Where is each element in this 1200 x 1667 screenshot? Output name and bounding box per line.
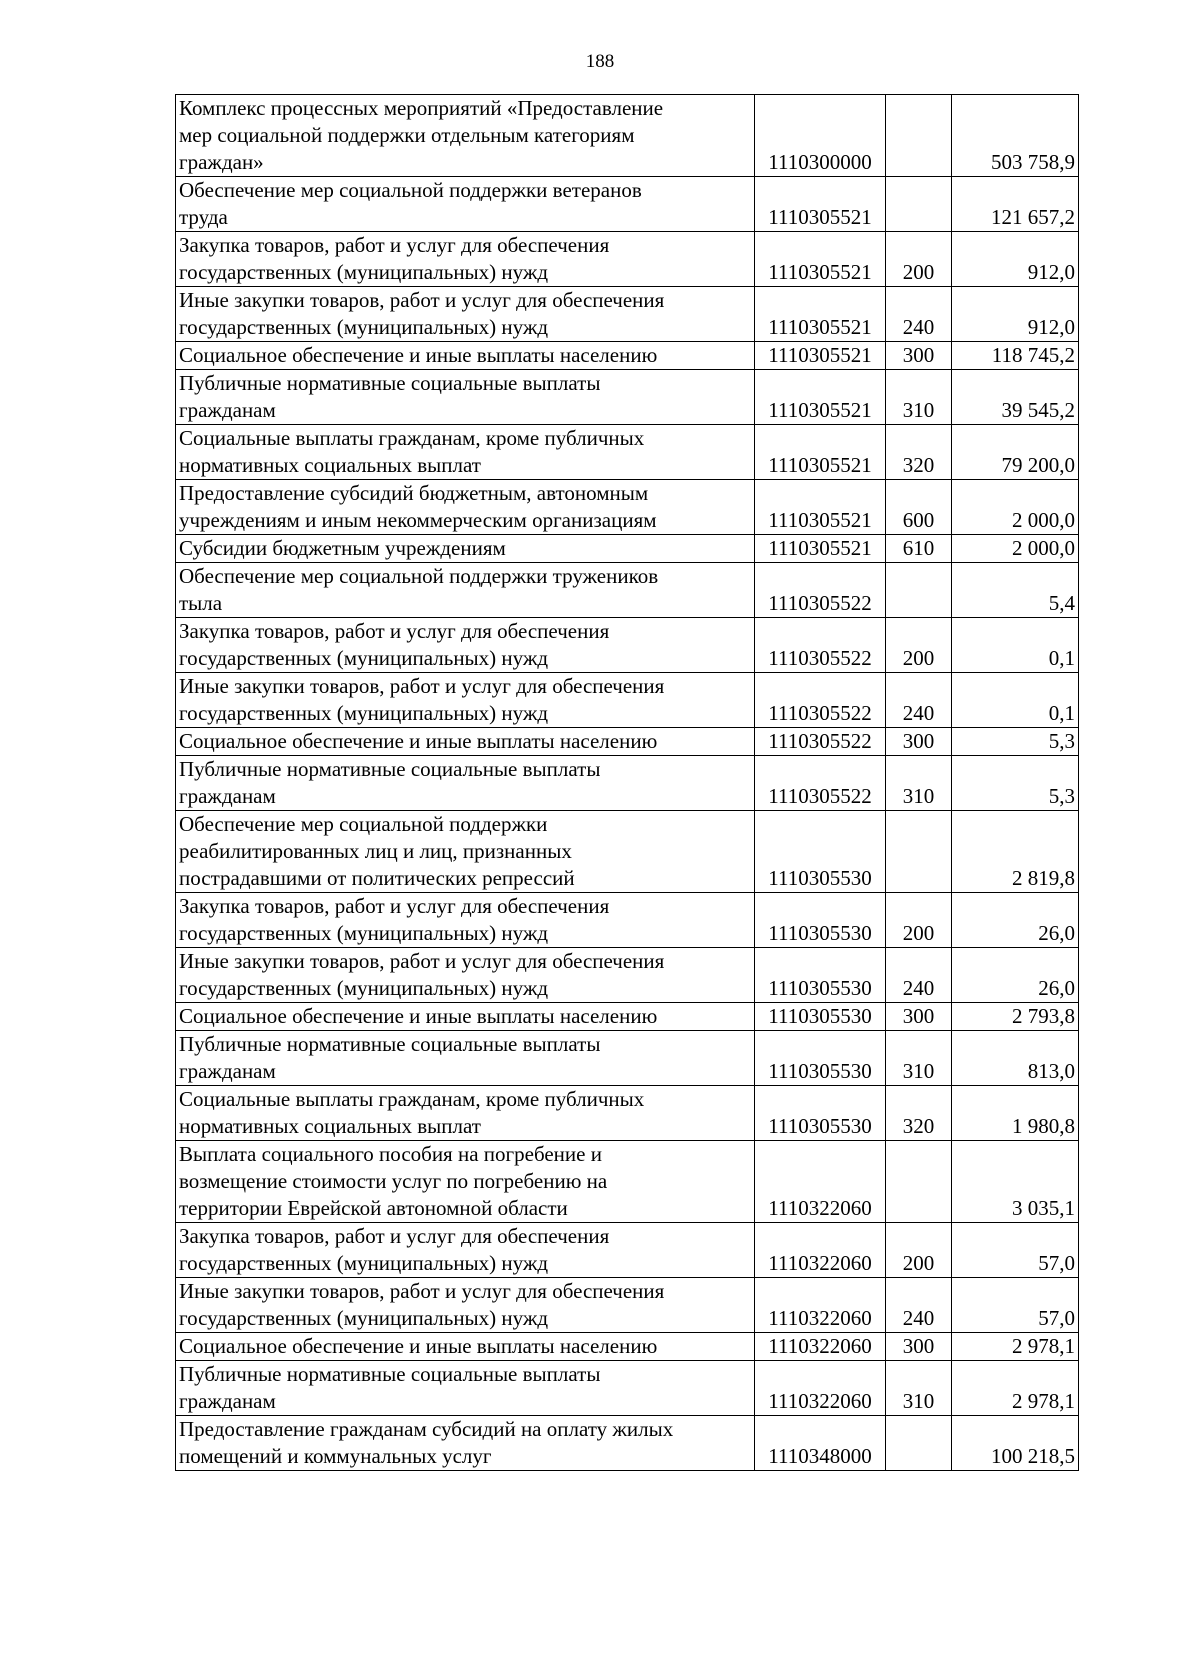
row-name-cell: Социальное обеспечение и иные выплаты населению	[176, 342, 755, 370]
row-name-cell: Иные закупки товаров, работ и услуг для обеспечения государственных (муниципальных) нужд	[176, 1278, 755, 1333]
table-row	[176, 1141, 1079, 1223]
row-amount-cell: 5,3	[952, 756, 1079, 811]
row-name-cell: Социальное обеспечение и иные выплаты населению	[176, 1003, 755, 1031]
row-code-cell: 1110305522	[755, 756, 886, 811]
row-type-cell: 320	[886, 425, 952, 480]
table-row	[176, 342, 1079, 370]
row-name-cell: Иные закупки товаров, работ и услуг для обеспечения государственных (муниципальных) нужд	[176, 287, 755, 342]
row-type-cell: 300	[886, 1333, 952, 1361]
row-name-cell: Публичные нормативные социальные выплаты гражданам	[176, 1031, 755, 1086]
row-type-cell: 200	[886, 618, 952, 673]
row-name-cell: Комплекс процессных мероприятий «Предоставление мер социальной поддержки отдельным категориям граждан»	[176, 95, 755, 177]
row-code-cell: 1110305521	[755, 370, 886, 425]
row-type-cell: 610	[886, 535, 952, 563]
row-code-cell: 1110305530	[755, 1086, 886, 1141]
row-amount-cell: 1 980,8	[952, 1086, 1079, 1141]
row-code-cell: 1110305530	[755, 811, 886, 893]
table-row	[176, 563, 1079, 618]
row-name-cell: Закупка товаров, работ и услуг для обеспечения государственных (муниципальных) нужд	[176, 1223, 755, 1278]
row-code-cell: 1110305522	[755, 563, 886, 618]
row-type-cell	[886, 1416, 952, 1471]
row-name-cell: Закупка товаров, работ и услуг для обеспечения государственных (муниципальных) нужд	[176, 232, 755, 287]
row-amount-cell: 57,0	[952, 1278, 1079, 1333]
row-code-cell: 1110305521	[755, 535, 886, 563]
row-code-cell: 1110305521	[755, 480, 886, 535]
page-number: 188	[585, 51, 615, 72]
table-row	[176, 177, 1079, 232]
row-type-cell: 310	[886, 756, 952, 811]
table-row	[176, 535, 1079, 563]
row-amount-cell: 5,3	[952, 728, 1079, 756]
row-code-cell: 1110300000	[755, 95, 886, 177]
table-row	[176, 948, 1079, 1003]
row-code-cell: 1110322060	[755, 1141, 886, 1223]
table-row	[176, 480, 1079, 535]
row-type-cell: 240	[886, 673, 952, 728]
row-name-cell: Закупка товаров, работ и услуг для обеспечения государственных (муниципальных) нужд	[176, 618, 755, 673]
row-type-cell: 310	[886, 1361, 952, 1416]
row-name-cell: Публичные нормативные социальные выплаты гражданам	[176, 756, 755, 811]
row-name-cell: Социальное обеспечение и иные выплаты населению	[176, 728, 755, 756]
row-code-cell: 1110305522	[755, 728, 886, 756]
row-name-cell: Социальные выплаты гражданам, кроме публичных нормативных социальных выплат	[176, 1086, 755, 1141]
table-row	[176, 232, 1079, 287]
row-name-cell: Иные закупки товаров, работ и услуг для обеспечения государственных (муниципальных) нужд	[176, 948, 755, 1003]
row-type-cell: 300	[886, 728, 952, 756]
row-code-cell: 1110322060	[755, 1361, 886, 1416]
row-name-cell: Публичные нормативные социальные выплаты гражданам	[176, 1361, 755, 1416]
row-name-cell: Социальное обеспечение и иные выплаты населению	[176, 1333, 755, 1361]
row-type-cell: 310	[886, 1031, 952, 1086]
row-amount-cell: 0,1	[952, 618, 1079, 673]
row-code-cell: 1110305522	[755, 673, 886, 728]
row-code-cell: 1110322060	[755, 1333, 886, 1361]
row-code-cell: 1110322060	[755, 1278, 886, 1333]
row-name-cell: Публичные нормативные социальные выплаты гражданам	[176, 370, 755, 425]
table-row	[176, 1416, 1079, 1471]
row-amount-cell: 912,0	[952, 287, 1079, 342]
row-amount-cell: 26,0	[952, 893, 1079, 948]
row-type-cell	[886, 811, 952, 893]
table-row	[176, 1086, 1079, 1141]
row-name-cell: Закупка товаров, работ и услуг для обеспечения государственных (муниципальных) нужд	[176, 893, 755, 948]
budget-table-body	[176, 95, 1079, 1471]
row-code-cell: 1110305522	[755, 618, 886, 673]
row-type-cell	[886, 95, 952, 177]
row-code-cell: 1110305521	[755, 232, 886, 287]
row-name-cell: Предоставление гражданам субсидий на оплату жилых помещений и коммунальных услуг	[176, 1416, 755, 1471]
row-type-cell: 200	[886, 893, 952, 948]
row-amount-cell: 2 978,1	[952, 1333, 1079, 1361]
row-amount-cell: 2 978,1	[952, 1361, 1079, 1416]
row-type-cell: 300	[886, 342, 952, 370]
row-code-cell: 1110305521	[755, 425, 886, 480]
row-name-cell: Выплата социального пособия на погребение и возмещение стоимости услуг по погребению на территории Еврейской автономной области	[176, 1141, 755, 1223]
row-amount-cell: 118 745,2	[952, 342, 1079, 370]
row-amount-cell: 503 758,9	[952, 95, 1079, 177]
row-amount-cell: 57,0	[952, 1223, 1079, 1278]
row-code-cell: 1110305521	[755, 177, 886, 232]
row-amount-cell: 79 200,0	[952, 425, 1079, 480]
table-row	[176, 811, 1079, 893]
table-row	[176, 1031, 1079, 1086]
row-amount-cell: 3 035,1	[952, 1141, 1079, 1223]
row-type-cell: 240	[886, 287, 952, 342]
row-amount-cell: 813,0	[952, 1031, 1079, 1086]
row-name-cell: Социальные выплаты гражданам, кроме публичных нормативных социальных выплат	[176, 425, 755, 480]
row-type-cell: 320	[886, 1086, 952, 1141]
row-code-cell: 1110322060	[755, 1223, 886, 1278]
budget-table	[175, 94, 1079, 1471]
table-row	[176, 95, 1079, 177]
table-row	[176, 370, 1079, 425]
row-name-cell: Обеспечение мер социальной поддержки ветеранов труда	[176, 177, 755, 232]
row-type-cell	[886, 177, 952, 232]
row-type-cell: 600	[886, 480, 952, 535]
table-row	[176, 1361, 1079, 1416]
row-code-cell: 1110305530	[755, 948, 886, 1003]
row-amount-cell: 0,1	[952, 673, 1079, 728]
row-name-cell: Обеспечение мер социальной поддержки тружеников тыла	[176, 563, 755, 618]
row-amount-cell: 2 793,8	[952, 1003, 1079, 1031]
row-code-cell: 1110305530	[755, 893, 886, 948]
row-amount-cell: 2 000,0	[952, 480, 1079, 535]
row-code-cell: 1110348000	[755, 1416, 886, 1471]
row-type-cell: 240	[886, 1278, 952, 1333]
table-row	[176, 673, 1079, 728]
row-name-cell: Предоставление субсидий бюджетным, автономным учреждениям и иным некоммерческим организациям	[176, 480, 755, 535]
row-code-cell: 1110305521	[755, 342, 886, 370]
row-type-cell: 200	[886, 232, 952, 287]
row-amount-cell: 912,0	[952, 232, 1079, 287]
row-type-cell	[886, 1141, 952, 1223]
row-code-cell: 1110305521	[755, 287, 886, 342]
table-row	[176, 287, 1079, 342]
table-row	[176, 728, 1079, 756]
row-amount-cell: 5,4	[952, 563, 1079, 618]
row-amount-cell: 2 819,8	[952, 811, 1079, 893]
row-amount-cell: 26,0	[952, 948, 1079, 1003]
row-type-cell: 310	[886, 370, 952, 425]
table-row	[176, 618, 1079, 673]
table-row	[176, 425, 1079, 480]
row-amount-cell: 121 657,2	[952, 177, 1079, 232]
row-code-cell: 1110305530	[755, 1003, 886, 1031]
table-row	[176, 1278, 1079, 1333]
table-row	[176, 893, 1079, 948]
row-type-cell: 300	[886, 1003, 952, 1031]
row-code-cell: 1110305530	[755, 1031, 886, 1086]
row-amount-cell: 100 218,5	[952, 1416, 1079, 1471]
row-amount-cell: 39 545,2	[952, 370, 1079, 425]
table-row	[176, 1223, 1079, 1278]
row-amount-cell: 2 000,0	[952, 535, 1079, 563]
table-row	[176, 1003, 1079, 1031]
row-name-cell: Иные закупки товаров, работ и услуг для обеспечения государственных (муниципальных) нужд	[176, 673, 755, 728]
row-type-cell: 200	[886, 1223, 952, 1278]
table-row	[176, 756, 1079, 811]
row-type-cell	[886, 563, 952, 618]
row-name-cell: Субсидии бюджетным учреждениям	[176, 535, 755, 563]
table-row	[176, 1333, 1079, 1361]
row-name-cell: Обеспечение мер социальной поддержки реабилитированных лиц и лиц, признанных пострадавшими от политических репрессий	[176, 811, 755, 893]
row-type-cell: 240	[886, 948, 952, 1003]
